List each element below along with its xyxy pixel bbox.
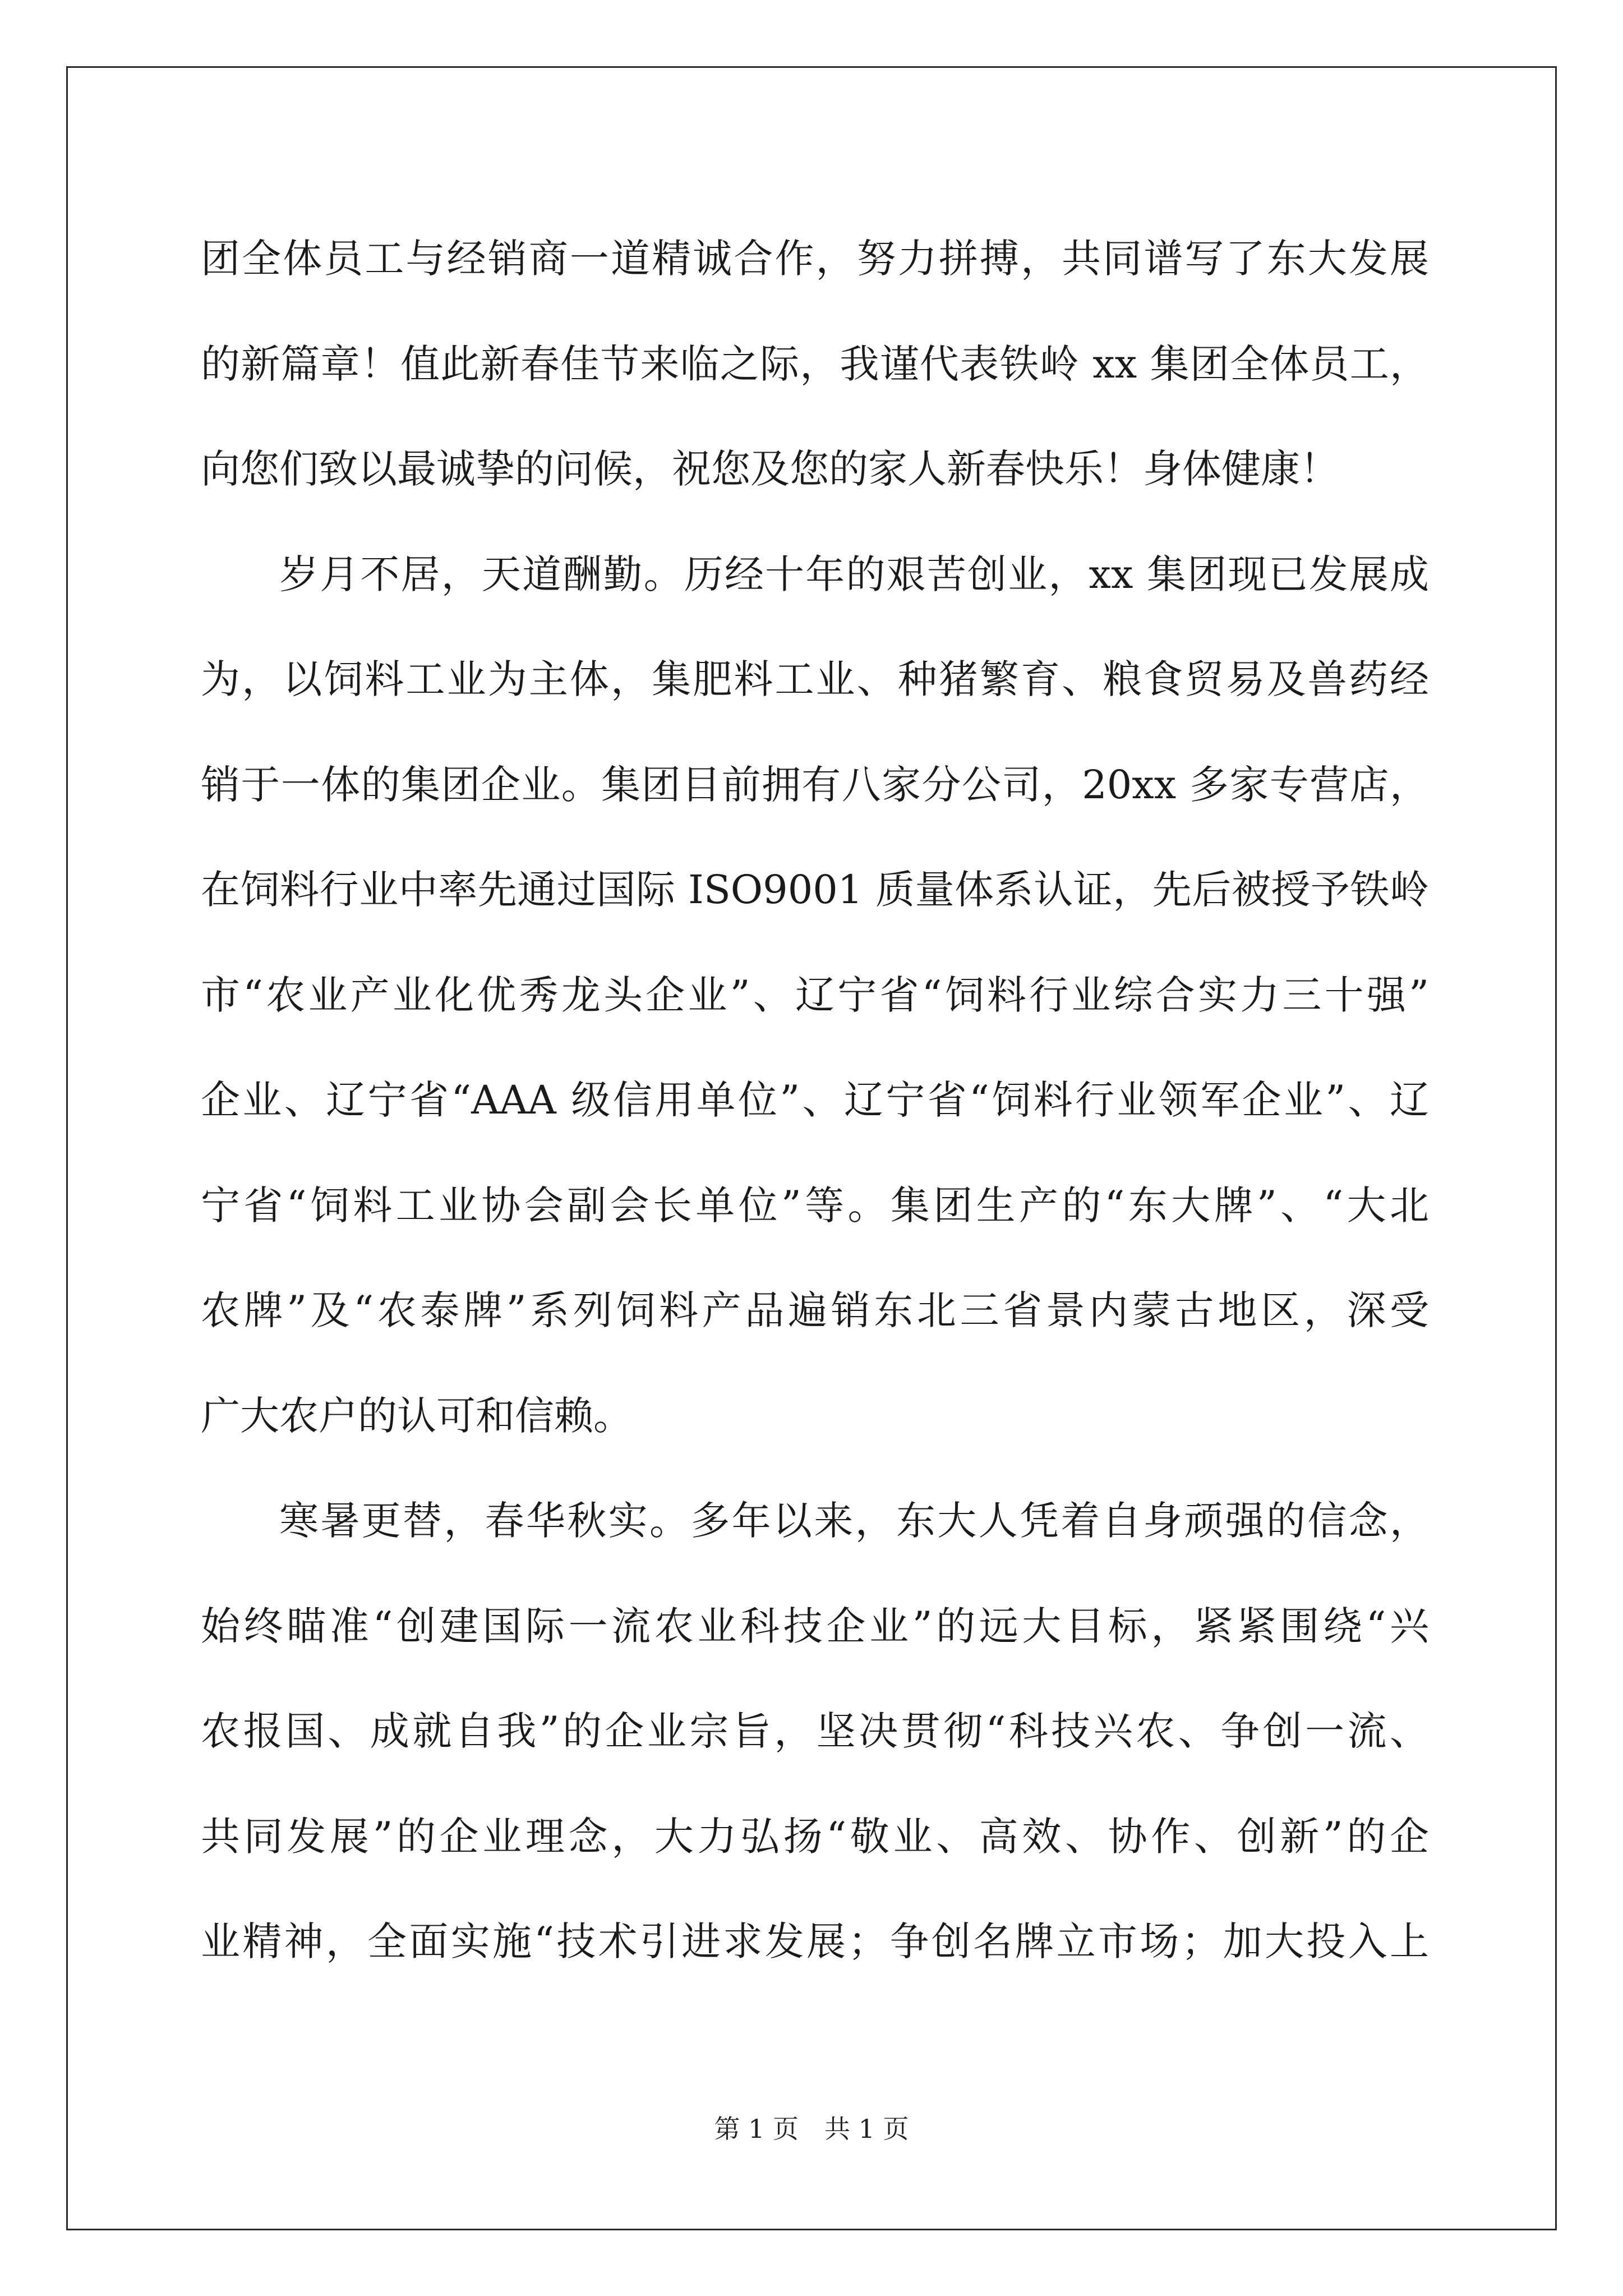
text-line: 岁月不居，天道酬勤。历经十年的艰苦创业，xx 集团现已发展成	[279, 551, 1429, 597]
text-line: 广大农户的认可和信赖。	[201, 1392, 633, 1439]
text-line: 农报国、成就自我”的企业宗旨，坚决贯彻“科技兴农、争创一流、	[201, 1708, 1429, 1754]
text-line: 寒暑更替，春华秋实。多年以来，东大人凭着自身顽强的信念，	[279, 1498, 1429, 1544]
text-line: 在饲料行业中率先通过国际 ISO9001 质量体系认证，先后被授予铁岭	[201, 867, 1429, 913]
text-line: 共同发展”的企业理念，大力弘扬“敬业、高效、协作、创新”的企	[201, 1813, 1429, 1860]
text-line: 始终瞄准“创建国际一流农业科技企业”的远大目标，紧紧围绕“兴	[201, 1603, 1429, 1649]
text-line: 销于一体的集团企业。集团目前拥有八家分公司，20xx 多家专营店，	[201, 761, 1429, 808]
text-line: 的新篇章！值此新春佳节来临之际，我谨代表铁岭 xx 集团全体员工，	[201, 341, 1429, 387]
text-line: 业精神，全面实施“技术引进求发展；争创名牌立市场；加大投入上	[201, 1918, 1429, 1964]
text-line: 企业、辽宁省“AAA 级信用单位”、辽宁省“饲料行业领军企业”、辽	[201, 1077, 1429, 1123]
text-line: 市“农业产业化优秀龙头企业”、辽宁省“饲料行业综合实力三十强”	[201, 972, 1429, 1018]
text-line: 为，以饲料工业为主体，集肥料工业、种猪繁育、粮食贸易及兽药经	[201, 656, 1429, 702]
text-line: 团全体员工与经销商一道精诚合作，努力拼搏，共同谱写了东大发展	[201, 236, 1429, 282]
text-line: 宁省“饲料工业协会副会长单位”等。集团生产的“东大牌”、“大北	[201, 1182, 1429, 1228]
page-footer: 第 1 页 共 1 页	[714, 2114, 909, 2144]
text-line: 农牌”及“农泰牌”系列饲料产品遍销东北三省景内蒙古地区，深受	[201, 1287, 1429, 1333]
text-line: 向您们致以最诚挚的问候，祝您及您的家人新春快乐！身体健康！	[201, 446, 1339, 492]
document-body	[201, 206, 1429, 1995]
